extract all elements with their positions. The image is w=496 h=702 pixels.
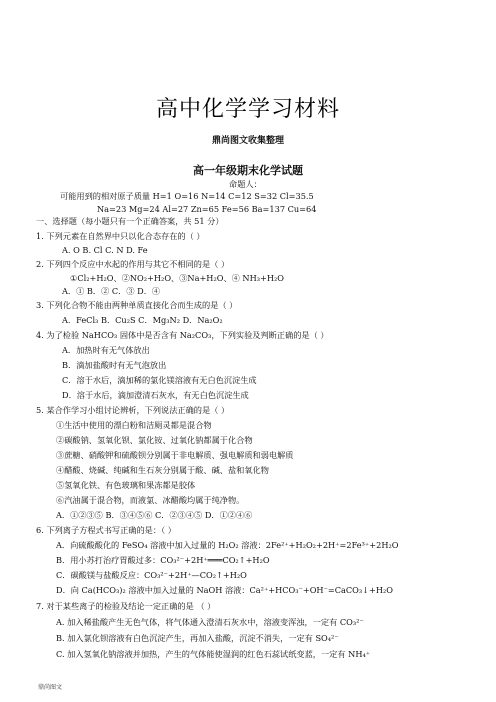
question-6-option-d: D．向 Ca(HCO₃)₂ 溶液中加入过量的 NaOH 溶液：Ca²⁺+HCO₃⁻+OH⁻=CaCO₃↓+H₂O — [56, 585, 394, 595]
question-7-option-a: A. 加入稀盐酸产生无色气体，将气体通入澄清石灰水中，溶液变浑浊，一定有 CO₃²⁻ — [56, 617, 364, 627]
question-6-option-b: B．用小苏打治疗胃酸过多：CO₃²⁻+2H⁺═══CO₂↑+H₂O — [56, 555, 270, 565]
question-2: 2. 下列四个反应中水起的作用与其它不相同的是（ ） — [36, 259, 230, 269]
question-5: 5. 某合作学习小组讨论辨析，下列说法正确的是（ ） — [36, 405, 230, 415]
question-6: 6. 下列离子方程式书写正确的是：（ ） — [36, 525, 176, 535]
exam-title: 高一年级期末化学试题 — [193, 164, 303, 177]
question-5-options: A．①②③⑤ B．③④⑤⑥ C．②③④⑤ D．①②④⑥ — [56, 510, 253, 520]
question-5-item: ③蔗糖、硝酸钾和硫酸钡分别属于非电解质、强电解质和弱电解质 — [56, 450, 294, 460]
question-1-options: A. O B. Cl C. N D. Fe — [62, 245, 148, 255]
footer-text: 鼎尚图文 — [38, 684, 63, 691]
question-4-option-c: C．溶于水后，滴加稀的氯化镁溶液有无白色沉淀生成 — [62, 375, 257, 385]
question-4: 4. 为了检验 NaHCO₃ 固体中是否含有 Na₂CO₃，下列实验及判断正确的是（ ） — [36, 330, 329, 340]
question-7-option-b: B. 加入氯化钡溶液有白色沉淀产生，再加入盐酸，沉淀不消失，一定有 SO₄²⁻ — [56, 633, 339, 643]
author-label: 命题人： — [229, 179, 262, 189]
question-5-item: ①生活中使用的漂白粉和洁厕灵都是混合物 — [56, 420, 212, 430]
question-4-option-d: D．溶于水后，滴加澄清石灰水，有无白色沉淀生成 — [62, 390, 249, 400]
question-3-options: A．FeCl₃ B．Cu₂S C．Mg₃N₂ D．Na₂O₂ — [62, 315, 223, 325]
question-5-item: ②碳酸钠、氢氧化钡、氯化铵、过氧化钠都属于化合物 — [56, 435, 253, 445]
page-subtitle: 鼎尚图文收集整理 — [211, 136, 284, 146]
question-7-option-c: C. 加入氢氧化钠溶液并加热，产生的气体能使湿润的红色石蕊试纸变蓝，一定有 NH₄⁺ — [56, 649, 371, 659]
question-3: 3. 下列化合物不能由两种单质直接化合而生成的是（ ） — [36, 300, 238, 310]
question-1: 1. 下列元素在自然界中只以化合态存在的（ ） — [36, 231, 205, 241]
text-line: 可能用到的相对原子质量 H=1 O=16 N=14 C=12 S=32 Cl=35.5 — [60, 191, 314, 201]
text-line: Na=23 Mg=24 Al=27 Zn=65 Fe=56 Ba=137 Cu=64 — [97, 204, 317, 214]
question-7: 7. 对于某些离子的检验及结论一定正确的是 （ ） — [36, 601, 216, 611]
question-6-option-c: C．碳酸镁与盐酸反应：CO₃²⁻+2H⁺—CO₂↑+H₂O — [56, 570, 247, 580]
question-5-item: ⑤氢氧化铁、有色玻璃和果冻都是胶体 — [56, 480, 196, 490]
question-2-options: A．① B．② C．③ D．④ — [62, 286, 161, 296]
question-6-option-a: A．向硫酸酸化的 FeSO₄ 溶液中加入过量的 H₂O₂ 溶液：2Fe²⁺+H₂O₂+2H⁺=2Fe³⁺+2H₂O — [56, 540, 399, 550]
question-4-option-b: B．滴加盐酸时有无气泡放出 — [62, 360, 167, 370]
question-5-item: ⑥汽油属于混合物，而液氯、冰醋酸均属于纯净物。 — [56, 495, 245, 505]
question-2-reactions: ①Cl₂+H₂O、②NO₂+H₂O、③Na+H₂O、④ NH₃+H₂O — [70, 273, 285, 283]
question-5-item: ④醋酸、烧碱、纯碱和生石灰分别属于酸、碱、盐和氧化物 — [56, 465, 269, 475]
question-4-option-a: A．加热时有无气体放出 — [62, 345, 150, 355]
page-title: 高中化学学习材料 — [155, 97, 340, 122]
section-heading: 一、选择题（每小题只有一个正确答案，共 51 分） — [36, 216, 224, 226]
